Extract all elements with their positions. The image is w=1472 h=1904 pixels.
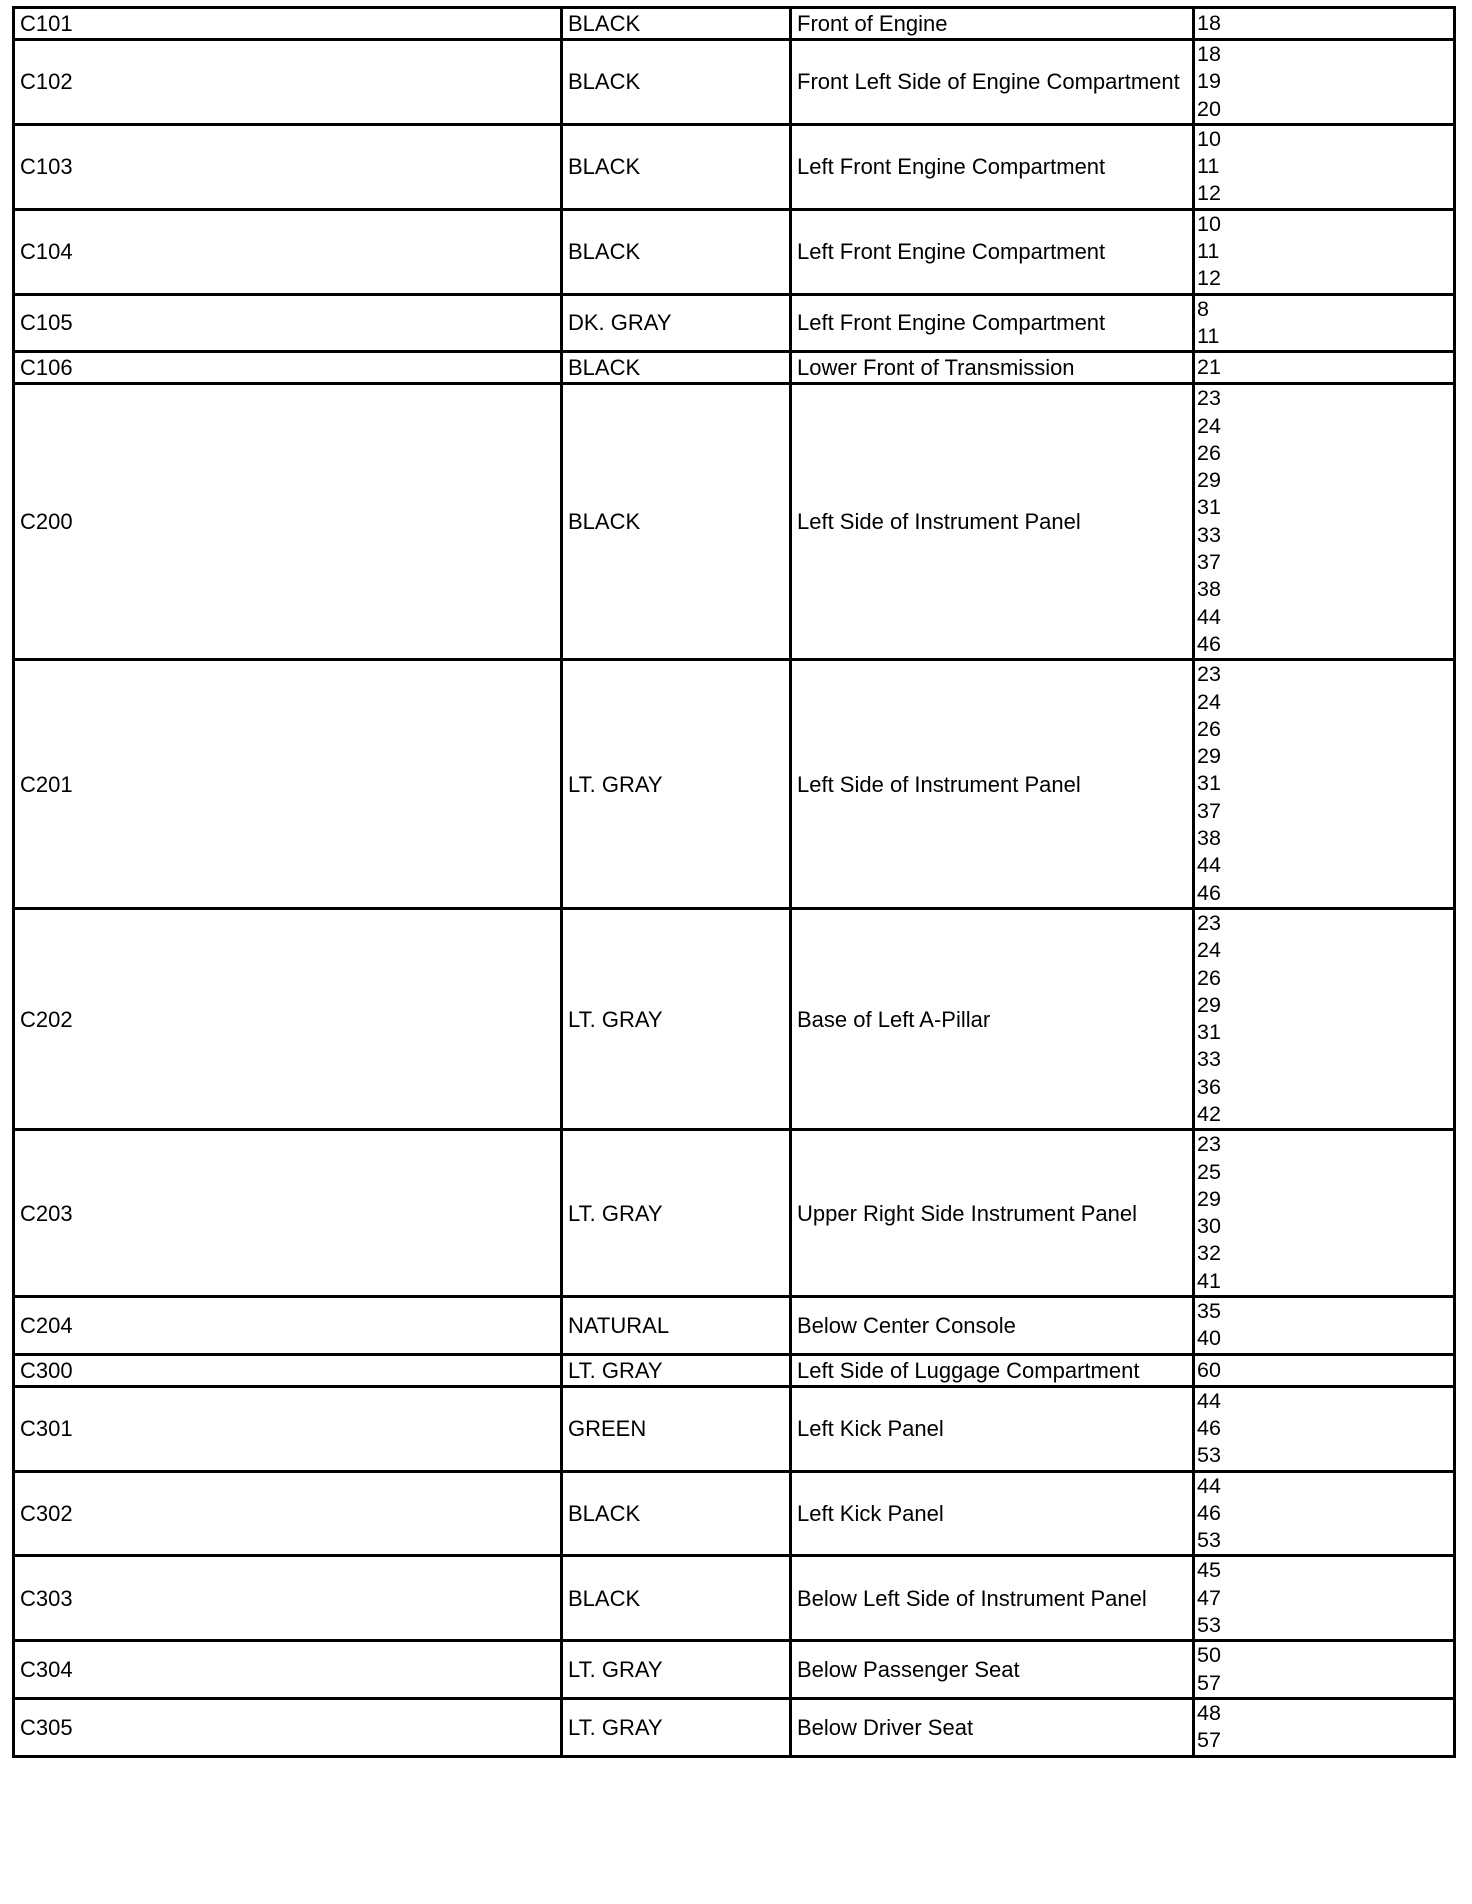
page-ref: 31: [1197, 771, 1221, 796]
table-row: [14, 384, 1455, 660]
page-refs-cell: [1194, 1354, 1455, 1386]
table-row: [14, 40, 1455, 125]
page-ref: 23: [1197, 1132, 1221, 1157]
wire-color-cell: BLACK: [562, 209, 791, 294]
table-row: [14, 294, 1455, 352]
wire-color-cell: GREEN: [562, 1386, 791, 1471]
wire-color-cell: BLACK: [562, 1471, 791, 1556]
page-ref: 11: [1197, 239, 1220, 264]
page-ref: 24: [1197, 689, 1221, 714]
wire-color-cell: BLACK: [562, 40, 791, 125]
location-cell: Front Left Side of Engine Compartment: [791, 40, 1194, 125]
connector-id-cell: C106: [14, 352, 562, 384]
wire-color-cell: LT. GRAY: [562, 1130, 791, 1297]
page-refs-cell: [1194, 1297, 1455, 1355]
table-row: [14, 1641, 1455, 1699]
table-row: [14, 1471, 1455, 1556]
page-ref: 12: [1197, 181, 1221, 206]
page-ref: 12: [1197, 266, 1221, 291]
page-refs-cell: [1194, 1471, 1455, 1556]
location-cell: Left Kick Panel: [791, 1471, 1194, 1556]
connector-id-cell: C104: [14, 209, 562, 294]
location-cell: Left Front Engine Compartment: [791, 294, 1194, 352]
table-row: [14, 1130, 1455, 1297]
connector-id-cell: C301: [14, 1386, 562, 1471]
page-ref: 35: [1197, 1299, 1221, 1324]
location-cell: Left Side of Instrument Panel: [791, 384, 1194, 660]
page-ref: 24: [1197, 413, 1221, 438]
page-refs-cell: [1194, 124, 1455, 209]
page-refs-cell: [1194, 908, 1455, 1129]
page-refs-cell: [1194, 294, 1455, 352]
page-ref: 23: [1197, 662, 1221, 687]
page-ref: 11: [1197, 323, 1220, 348]
page-refs-cell: [1194, 1556, 1455, 1641]
page-ref: 23: [1197, 910, 1221, 935]
page-ref: 44: [1197, 1473, 1221, 1498]
page-ref: 37: [1197, 550, 1221, 575]
connector-id-cell: C203: [14, 1130, 562, 1297]
wire-color-cell: BLACK: [562, 1556, 791, 1641]
wire-color-cell: DK. GRAY: [562, 294, 791, 352]
page-ref: 37: [1197, 798, 1221, 823]
wire-color-cell: BLACK: [562, 124, 791, 209]
page-ref: 44: [1197, 1388, 1221, 1413]
page-ref: 29: [1197, 744, 1221, 769]
page-ref: 32: [1197, 1241, 1221, 1266]
page-refs-cell: [1194, 209, 1455, 294]
location-cell: Upper Right Side Instrument Panel: [791, 1130, 1194, 1297]
page-ref: 46: [1197, 1500, 1221, 1525]
page-ref: 48: [1197, 1700, 1221, 1725]
page-refs-cell: [1194, 1698, 1455, 1756]
page-refs-cell: [1194, 660, 1455, 909]
wire-color-cell: LT. GRAY: [562, 1354, 791, 1386]
location-cell: Left Side of Instrument Panel: [791, 660, 1194, 909]
location-cell: Left Kick Panel: [791, 1386, 1194, 1471]
table-row: [14, 660, 1455, 909]
page-ref: 30: [1197, 1214, 1221, 1239]
page-ref: 11: [1197, 154, 1220, 179]
page-ref: 45: [1197, 1558, 1221, 1583]
location-cell: Left Side of Luggage Compartment: [791, 1354, 1194, 1386]
wire-color-cell: LT. GRAY: [562, 660, 791, 909]
page-ref: 36: [1197, 1074, 1221, 1099]
connector-id-cell: C103: [14, 124, 562, 209]
page-ref: 10: [1197, 211, 1221, 236]
location-cell: Lower Front of Transmission: [791, 352, 1194, 384]
connector-id-cell: C202: [14, 908, 562, 1129]
page-ref: 26: [1197, 440, 1221, 465]
page-ref: 42: [1197, 1101, 1221, 1126]
connector-id-cell: C300: [14, 1354, 562, 1386]
page-ref: 38: [1197, 826, 1221, 851]
page-ref: 21: [1197, 355, 1221, 380]
page-ref: 38: [1197, 577, 1221, 602]
location-cell: Below Passenger Seat: [791, 1641, 1194, 1699]
table-row: [14, 1698, 1455, 1756]
wire-color-cell: LT. GRAY: [562, 1641, 791, 1699]
page-refs-cell: [1194, 8, 1455, 40]
page-ref: 53: [1197, 1613, 1221, 1638]
page-ref: 57: [1197, 1728, 1221, 1753]
wire-color-cell: BLACK: [562, 8, 791, 40]
location-cell: Below Driver Seat: [791, 1698, 1194, 1756]
page-ref: 10: [1197, 126, 1221, 151]
table-row: [14, 8, 1455, 40]
page-ref: 31: [1197, 1020, 1221, 1045]
wire-color-cell: NATURAL: [562, 1297, 791, 1355]
table-row: [14, 1556, 1455, 1641]
page-refs-cell: [1194, 1386, 1455, 1471]
page-ref: 29: [1197, 992, 1221, 1017]
connector-id-cell: C102: [14, 40, 562, 125]
page-ref: 19: [1197, 69, 1221, 94]
table-body: [14, 8, 1455, 1757]
location-cell: Left Front Engine Compartment: [791, 124, 1194, 209]
wire-color-cell: LT. GRAY: [562, 908, 791, 1129]
connector-id-cell: C204: [14, 1297, 562, 1355]
page-refs-cell: [1194, 40, 1455, 125]
location-cell: Front of Engine: [791, 8, 1194, 40]
location-cell: Left Front Engine Compartment: [791, 209, 1194, 294]
table-row: [14, 124, 1455, 209]
page-ref: 46: [1197, 631, 1221, 656]
page-refs-cell: [1194, 1130, 1455, 1297]
page-ref: 29: [1197, 1186, 1221, 1211]
page-ref: 57: [1197, 1670, 1221, 1695]
page-ref: 18: [1197, 10, 1221, 35]
page-ref: 33: [1197, 522, 1221, 547]
page-ref: 18: [1197, 42, 1221, 66]
table-row: [14, 1354, 1455, 1386]
connector-id-cell: C201: [14, 660, 562, 909]
page-ref: 46: [1197, 1415, 1221, 1440]
location-cell: Below Left Side of Instrument Panel: [791, 1556, 1194, 1641]
page-ref: 47: [1197, 1585, 1221, 1610]
page-refs-cell: [1194, 352, 1455, 384]
wire-color-cell: LT. GRAY: [562, 1698, 791, 1756]
table-row: [14, 1297, 1455, 1355]
page-ref: 23: [1197, 386, 1221, 411]
page-ref: 50: [1197, 1643, 1221, 1668]
page-ref: 41: [1197, 1268, 1221, 1293]
table-row: [14, 908, 1455, 1129]
table-row: [14, 209, 1455, 294]
location-cell: Base of Left A-Pillar: [791, 908, 1194, 1129]
connector-id-cell: C304: [14, 1641, 562, 1699]
page-ref: 26: [1197, 965, 1221, 990]
page-ref: 53: [1197, 1528, 1221, 1553]
page-ref: 60: [1197, 1357, 1221, 1382]
table-row: [14, 1386, 1455, 1471]
wire-color-cell: BLACK: [562, 384, 791, 660]
page-refs-cell: [1194, 384, 1455, 660]
connector-table: [12, 6, 1456, 1758]
connector-id-cell: C302: [14, 1471, 562, 1556]
location-cell: Below Center Console: [791, 1297, 1194, 1355]
page-ref: 8: [1197, 296, 1209, 321]
page-ref: 25: [1197, 1159, 1221, 1184]
page-ref: 44: [1197, 853, 1221, 878]
page-ref: 20: [1197, 96, 1221, 121]
table-row: [14, 352, 1455, 384]
page-ref: 33: [1197, 1047, 1221, 1072]
page-ref: 26: [1197, 716, 1221, 741]
page-ref: 40: [1197, 1326, 1221, 1351]
connector-id-cell: C303: [14, 1556, 562, 1641]
page-ref: 44: [1197, 604, 1221, 629]
connector-id-cell: C101: [14, 8, 562, 40]
connector-id-cell: C105: [14, 294, 562, 352]
connector-id-cell: C305: [14, 1698, 562, 1756]
page-ref: 46: [1197, 880, 1221, 905]
page-ref: 24: [1197, 938, 1221, 963]
page-refs-cell: [1194, 1641, 1455, 1699]
wire-color-cell: BLACK: [562, 352, 791, 384]
connector-id-cell: C200: [14, 384, 562, 660]
page-ref: 31: [1197, 495, 1221, 520]
page-ref: 53: [1197, 1443, 1221, 1468]
page-ref: 29: [1197, 468, 1221, 493]
